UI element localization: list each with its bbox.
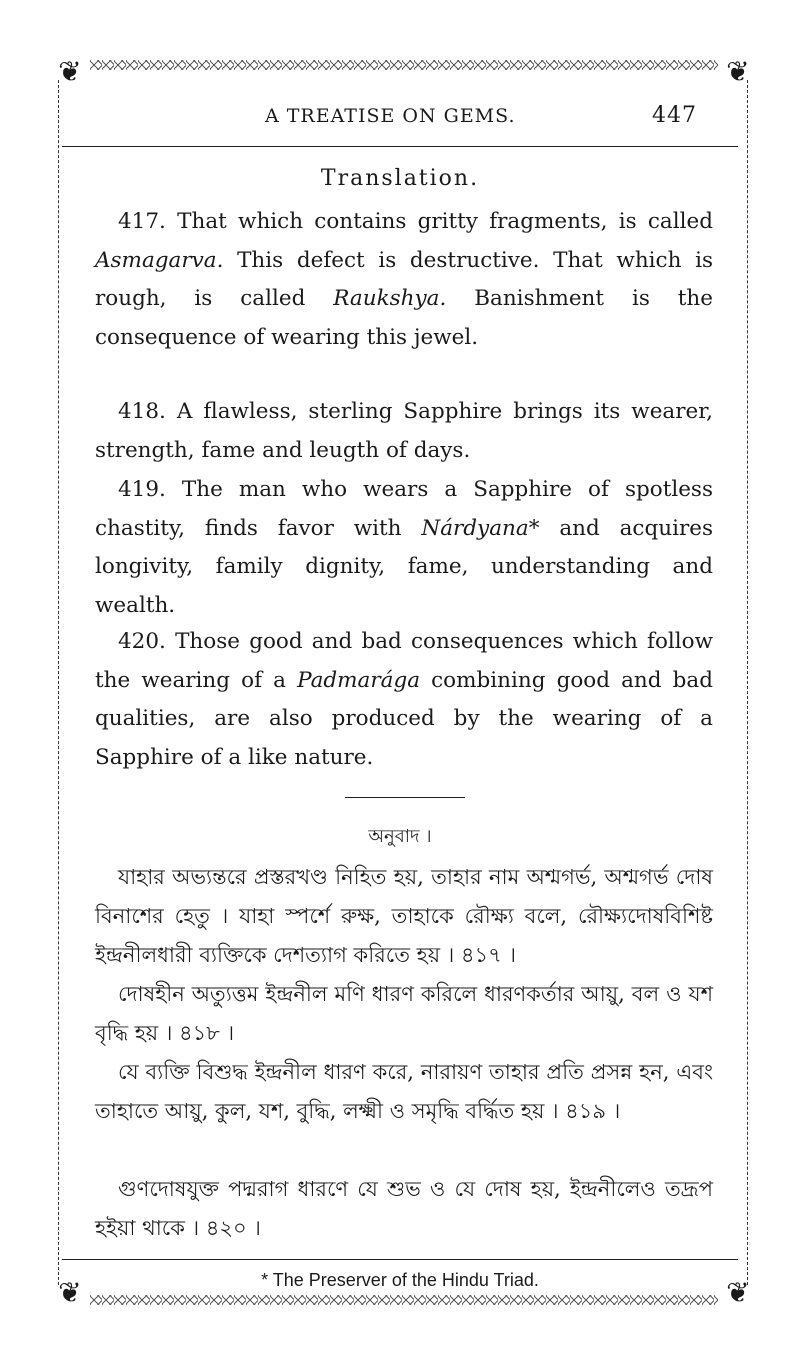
paragraph-text: and acquires longivity, family dignity, fame, understanding and wealth. <box>95 515 713 618</box>
paragraph-number: 420. <box>118 629 166 654</box>
section-heading: Translation. <box>320 166 480 191</box>
border-right-line <box>747 80 750 1285</box>
footnote: * The Preserver of the Hindu Triad. <box>261 1270 539 1290</box>
section-divider <box>345 797 465 798</box>
footnote-rule <box>62 1259 738 1260</box>
border-left-line <box>58 80 61 1285</box>
paragraph-text: The man who wears a Sapphire of spotless chastity, finds favor with <box>95 477 713 541</box>
corner-flourish-icon: ❦ <box>58 1276 82 1309</box>
paragraph-419 <box>95 471 713 625</box>
running-title: A TREATISE ON GEMS. <box>265 105 516 127</box>
sanskrit-term: Asmagarva. <box>95 247 224 273</box>
sanskrit-term: Nárdyana* <box>421 515 540 541</box>
paragraph-420 <box>95 623 713 777</box>
page-number: 447 <box>652 103 697 128</box>
paragraph-number: 418. <box>118 399 166 424</box>
header-rule <box>62 146 738 147</box>
paragraph-418 <box>95 393 713 470</box>
paragraph-number: 419. <box>118 477 166 502</box>
corner-flourish-icon: ❦ <box>726 1276 750 1309</box>
paragraph-number: 417. <box>118 209 166 234</box>
border-bottom-ornament <box>90 1295 718 1305</box>
paragraph-text: Those good and bad consequences which follow the wearing of a <box>95 629 713 693</box>
bengali-paragraph-420: গুণদোষযুক্ত পদ্মরাগ ধারণে যে শুভ ও যে দোষ হয়, ইন্দ্রনীলেও তদ্রূপ হইয়া থাকে । ৪২০ । <box>95 1177 713 1240</box>
paragraph-text: This defect is destructive. That which is rough, is called <box>95 247 713 311</box>
sanskrit-term: Raukshya. <box>333 286 447 311</box>
bengali-paragraph-417: যাহার অভ্যন্তরে প্রস্তরখণ্ড নিহিত হয়, তাহার নাম অশ্মগর্ভ, অশ্মগর্ভ দোষ বিনাশের হেতু । যাহা স্পর্শে রুক্ষ, তাহাকে রৌক্ষ্য বলে, রৌক্ষ্যদোষবিশিষ্ট ইন্দ্রনীলধারী ব্যক্তিকে দেশত্যাগ করিতে হয় । ৪১৭ । <box>95 865 713 967</box>
bengali-paragraph-419: যে ব্যক্তি বিশুদ্ধ ইন্দ্রনীল ধারণ করে, নারায়ণ তাহার প্রতি প্রসন্ন হন, এবং তাহাতে আয়ু, কুল, যশ, বুদ্ধি, লক্ষ্মী ও সমৃদ্ধি বর্দ্ধিত হয় । ৪১৯ । <box>95 1060 713 1123</box>
paragraph-417 <box>95 203 713 357</box>
corner-flourish-icon: ❦ <box>726 55 750 88</box>
paragraph-text: That which contains gritty fragments, is called <box>177 209 713 234</box>
sanskrit-term: Padmarága <box>297 667 421 693</box>
border-top-ornament <box>90 60 718 70</box>
paragraph-text: A flawless, sterling Sapphire brings its wearer, strength, fame and leugth of days. <box>95 399 713 463</box>
paragraph-text: combining good and bad qualities, are also produced by the wearing of a Sapphire of a like nature. <box>95 667 713 770</box>
running-header <box>265 105 725 135</box>
bengali-heading: অনুবাদ । <box>368 826 432 847</box>
bengali-paragraph-418: দোষহীন অত্যুত্তম ইন্দ্রনীল মণি ধারণ করিলে ধারণকর্তার আয়ু, বল ও যশ বৃদ্ধি হয় । ৪১৮ । <box>95 982 713 1045</box>
corner-flourish-icon: ❦ <box>58 55 82 88</box>
paragraph-text: Banishment is the consequence of wearing this jewel. <box>95 286 713 350</box>
